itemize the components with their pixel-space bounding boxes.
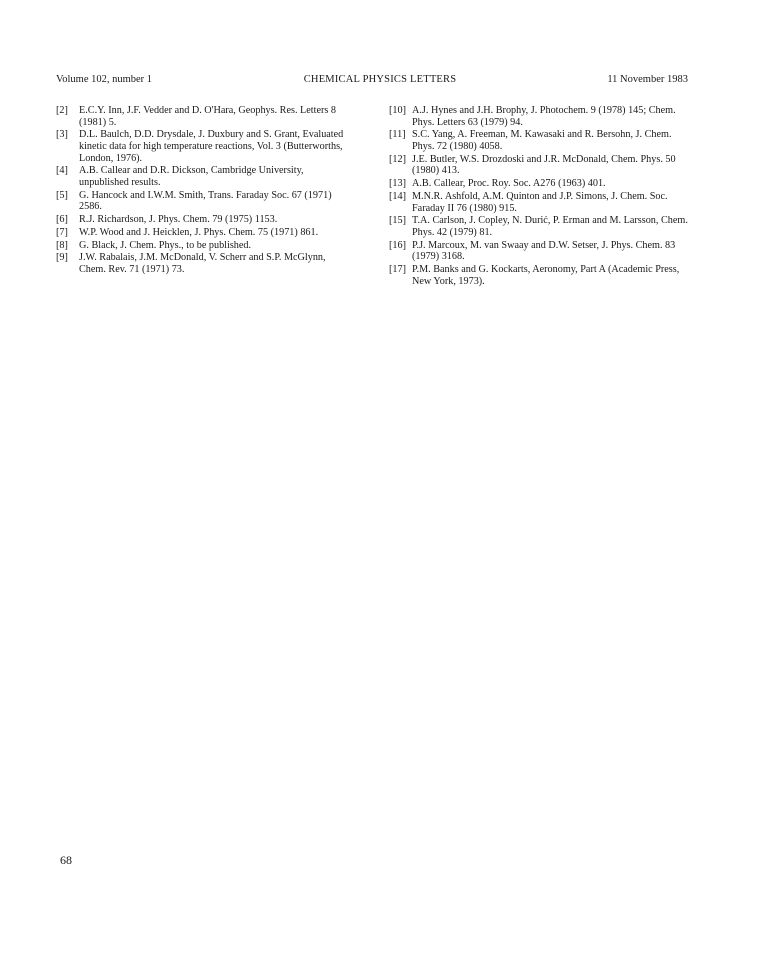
reference-item — [389, 264, 689, 287]
reference-text: P.J. Marcoux, M. van Swaay and D.W. Setser, J. Phys. Chem. 83 (1979) 3168. — [412, 239, 676, 263]
reference-text: G. Hancock and I.W.M. Smith, Trans. Faraday Soc. 67 (1971) 2586. — [79, 189, 332, 213]
reference-item — [389, 191, 689, 214]
reference-item — [389, 105, 689, 128]
reference-item — [56, 240, 352, 252]
journal-title: CHEMICAL PHYSICS LETTERS — [303, 74, 457, 85]
volume-label: Volume 102, number 1 — [56, 74, 153, 85]
reference-item — [389, 129, 689, 152]
reference-number: [17] — [389, 264, 406, 276]
reference-number: [7] — [56, 226, 68, 238]
reference-text: A.J. Hynes and J.H. Brophy, J. Photochem. 9 (1978) 145; Chem. Phys. Letters 63 (1979) 94. — [412, 105, 676, 128]
reference-item — [389, 215, 689, 238]
reference-item — [56, 165, 352, 188]
reference-text: M.N.R. Ashfold, A.M. Quinton and J.P. Simons, J. Chem. Soc. Faraday II 76 (1980) 915. — [412, 190, 668, 214]
reference-item — [56, 190, 352, 213]
reference-text: G. Black, J. Chem. Phys., to be published. — [79, 239, 252, 251]
reference-text: J.E. Butler, W.S. Drozdoski and J.R. McDonald, Chem. Phys. 50 (1980) 413. — [412, 153, 676, 177]
reference-number: [15] — [389, 215, 406, 227]
reference-list-left — [56, 105, 352, 277]
reference-text: A.B. Callear and D.R. Dickson, Cambridge University, unpublished results. — [79, 165, 304, 188]
reference-text: J.W. Rabalais, J.M. McDonald, V. Scherr and S.P. McGlynn, Chem. Rev. 71 (1971) 73. — [79, 252, 326, 276]
reference-number: [6] — [56, 214, 68, 226]
reference-text: S.C. Yang, A. Freeman, M. Kawasaki and R. Bersohn, J. Chem. Phys. 72 (1980) 4058. — [412, 129, 672, 152]
reference-text: T.A. Carlson, J. Copley, N. Durić, P. Erman and M. Larsson, Chem. Phys. 42 (1979) 81. — [412, 215, 688, 238]
reference-number: [14] — [389, 190, 406, 202]
reference-text: W.P. Wood and J. Heicklen, J. Phys. Chem. 75 (1971) 861. — [79, 226, 319, 238]
reference-text: D.L. Baulch, D.D. Drysdale, J. Duxbury and S. Grant, Evaluated kinetic data for high temperature reactions, Vol. 3 (Butterworths, London, 1976). — [79, 129, 344, 164]
reference-number: [11] — [389, 129, 406, 141]
issue-date: 11 November 1983 — [607, 74, 688, 85]
reference-number: [3] — [56, 129, 68, 141]
reference-item — [56, 129, 352, 164]
reference-number: [4] — [56, 165, 68, 177]
reference-item — [389, 154, 689, 177]
reference-item — [56, 252, 352, 275]
reference-number: [2] — [56, 105, 68, 116]
running-header — [56, 73, 704, 87]
page-number: 68 — [60, 853, 72, 867]
reference-text: P.M. Banks and G. Kockarts, Aeronomy, Part A (Academic Press, New York, 1973). — [412, 264, 680, 287]
reference-number: [5] — [56, 189, 68, 201]
reference-number: [13] — [389, 178, 406, 190]
reference-text: E.C.Y. Inn, J.F. Vedder and D. O'Hara, Geophys. Res. Letters 8 (1981) 5. — [79, 105, 336, 128]
reference-number: [8] — [56, 239, 68, 251]
reference-number: [10] — [389, 105, 406, 116]
reference-item — [56, 227, 352, 239]
reference-number: [9] — [56, 252, 68, 264]
reference-item — [389, 178, 689, 190]
reference-item — [389, 240, 689, 263]
reference-text: A.B. Callear, Proc. Roy. Soc. A276 (1963) 401. — [412, 178, 606, 190]
reference-item — [56, 214, 352, 226]
reference-number: [16] — [389, 239, 406, 251]
reference-item — [56, 105, 352, 128]
reference-number: [12] — [389, 153, 406, 165]
reference-list-right — [389, 105, 689, 288]
reference-text: R.J. Richardson, J. Phys. Chem. 79 (1975) 1153. — [79, 214, 278, 226]
